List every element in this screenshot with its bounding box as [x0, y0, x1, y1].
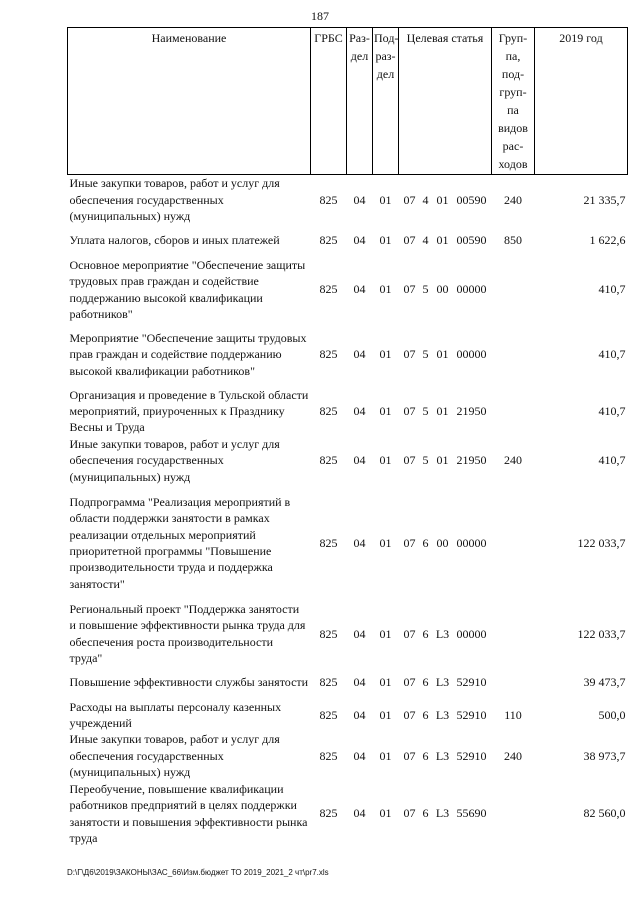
row-sum-2019: 410,7	[598, 282, 626, 297]
row-vid-rashodov	[492, 257, 535, 323]
table-row	[68, 323, 628, 387]
row-vid-rashodov: 850	[504, 233, 522, 248]
table-row	[68, 699, 628, 732]
celevaya-part: 01	[436, 347, 449, 362]
row-podrazdel: 01	[379, 707, 392, 722]
celevaya-part: 6	[422, 626, 429, 641]
celevaya-part: 5	[422, 453, 429, 468]
row-podrazdel: 01	[379, 233, 392, 248]
row-celevaya-statya	[399, 731, 492, 780]
celevaya-part: 6	[422, 748, 429, 763]
row-vid-rashodov	[492, 781, 535, 847]
table-header-row	[68, 28, 628, 175]
row-celevaya-statya	[399, 175, 492, 225]
row-sum-2019: 410,7	[598, 347, 626, 362]
row-sum-2019: 500,0	[598, 707, 626, 722]
celevaya-part: 00590	[456, 233, 487, 248]
row-vid-rashodov	[492, 601, 535, 667]
row-vid-rashodov: 240	[504, 192, 522, 207]
row-podrazdel: 01	[379, 403, 392, 418]
celevaya-part: 21950	[456, 403, 487, 418]
celevaya-part: 5	[422, 403, 429, 418]
header-name: Наименование	[68, 28, 311, 175]
row-vid-rashodov	[492, 485, 535, 601]
table-row	[68, 667, 628, 699]
celevaya-part: 00000	[456, 626, 487, 641]
row-razdel: 04	[353, 403, 366, 418]
celevaya-part: L3	[435, 626, 450, 641]
row-podrazdel: 01	[379, 192, 392, 207]
row-celevaya-statya	[399, 781, 492, 847]
row-grbs: 825	[319, 192, 338, 207]
celevaya-part: 07	[403, 675, 416, 690]
header-podrazdel: Под- раз- дел	[373, 28, 399, 175]
celevaya-part: 00000	[456, 282, 487, 297]
celevaya-part: 52910	[456, 748, 487, 763]
table-row	[68, 225, 628, 257]
row-name: Переобучение, повышение квалификации работников предприятий в целях поддержки занятости и повышения эффективности рынка труда	[69, 781, 308, 845]
row-podrazdel: 01	[379, 626, 392, 641]
row-vid-rashodov	[492, 387, 535, 436]
row-grbs: 825	[319, 806, 338, 821]
file-path-footer: D:\Г\Д6\2019\ЗАКОНЫ\ЗАС_66\Изм.бюджет ТО 2019_2021_2 чт\pr7.xls	[67, 868, 329, 877]
celevaya-part: 07	[403, 403, 416, 418]
celevaya-part: L3	[435, 675, 450, 690]
row-name: Мероприятие "Обеспечение защиты трудовых прав граждан и содействие поддержанию высокой квалификации работников"	[69, 330, 307, 378]
celevaya-part: 01	[436, 233, 449, 248]
celevaya-part: 52910	[456, 707, 487, 722]
row-grbs: 825	[319, 535, 338, 550]
table-row	[68, 781, 628, 847]
row-sum-2019: 122 033,7	[577, 626, 626, 641]
row-sum-2019: 38 973,7	[583, 748, 626, 763]
table-row	[68, 175, 628, 225]
celevaya-part: 07	[403, 806, 416, 821]
celevaya-part: 52910	[456, 675, 487, 690]
celevaya-part: 6	[422, 806, 429, 821]
row-name: Организация и проведение в Тульской области мероприятий, приуроченных к Празднику Весны и Труда	[69, 387, 309, 435]
row-podrazdel: 01	[379, 806, 392, 821]
row-celevaya-statya	[399, 485, 492, 601]
celevaya-part: 07	[403, 282, 416, 297]
celevaya-part: L3	[435, 707, 450, 722]
row-celevaya-statya	[399, 225, 492, 257]
row-sum-2019: 1 622,6	[589, 233, 626, 248]
row-celevaya-statya	[399, 323, 492, 387]
celevaya-part: 6	[422, 675, 429, 690]
row-vid-rashodov: 240	[504, 748, 522, 763]
row-podrazdel: 01	[379, 535, 392, 550]
row-celevaya-statya	[399, 699, 492, 732]
table-row	[68, 485, 628, 601]
row-grbs: 825	[319, 453, 338, 468]
row-razdel: 04	[353, 535, 366, 550]
celevaya-part: 55690	[456, 806, 487, 821]
row-podrazdel: 01	[379, 675, 392, 690]
celevaya-part: 4	[422, 233, 429, 248]
table-row	[68, 436, 628, 485]
row-sum-2019: 39 473,7	[583, 675, 626, 690]
celevaya-part: L3	[435, 806, 450, 821]
row-razdel: 04	[353, 192, 366, 207]
row-grbs: 825	[319, 626, 338, 641]
row-podrazdel: 01	[379, 748, 392, 763]
row-grbs: 825	[319, 403, 338, 418]
row-name: Иные закупки товаров, работ и услуг для обеспечения государственных (муниципальных) нужд	[69, 732, 280, 780]
page-number: 187	[311, 9, 329, 23]
row-vid-rashodov: 110	[504, 707, 522, 722]
row-sum-2019: 410,7	[598, 403, 626, 418]
row-razdel: 04	[353, 347, 366, 362]
row-razdel: 04	[353, 748, 366, 763]
row-vid-rashodov	[492, 323, 535, 387]
row-podrazdel: 01	[379, 282, 392, 297]
row-razdel: 04	[353, 675, 366, 690]
celevaya-part: 6	[422, 535, 429, 550]
celevaya-part: 01	[436, 192, 449, 207]
row-razdel: 04	[353, 282, 366, 297]
row-name: Подпрограмма "Реализация мероприятий в области поддержки занятости в рамках реализации отдельных мероприятий приоритетной программы "Повышение производительности труда и поддержка занятости"	[69, 494, 291, 591]
celevaya-part: 07	[403, 748, 416, 763]
header-grbs: ГРБС	[311, 28, 347, 175]
row-name: Расходы на выплаты персоналу казенных учреждений	[69, 699, 282, 730]
row-razdel: 04	[353, 806, 366, 821]
row-celevaya-statya	[399, 436, 492, 485]
celevaya-part: 07	[403, 347, 416, 362]
header-razdel: Раз- дел	[347, 28, 373, 175]
row-grbs: 825	[319, 748, 338, 763]
row-sum-2019: 82 560,0	[583, 806, 626, 821]
row-razdel: 04	[353, 453, 366, 468]
celevaya-part: 00	[436, 535, 449, 550]
row-name: Уплата налогов, сборов и иных платежей	[69, 233, 280, 248]
celevaya-part: 5	[422, 347, 429, 362]
table-row	[68, 731, 628, 780]
celevaya-part: 00000	[456, 347, 487, 362]
row-celevaya-statya	[399, 387, 492, 436]
row-name: Повышение эффективности службы занятости	[69, 675, 309, 690]
row-grbs: 825	[319, 707, 338, 722]
celevaya-part: 07	[403, 453, 416, 468]
celevaya-part: 01	[436, 453, 449, 468]
header-year: 2019 год	[535, 28, 628, 175]
budget-table	[67, 27, 628, 847]
row-celevaya-statya	[399, 667, 492, 699]
celevaya-part: 07	[403, 707, 416, 722]
celevaya-part: 07	[403, 626, 416, 641]
row-grbs: 825	[319, 233, 338, 248]
table-row	[68, 257, 628, 323]
row-sum-2019: 410,7	[598, 453, 626, 468]
celevaya-part: 07	[403, 192, 416, 207]
celevaya-part: 5	[422, 282, 429, 297]
row-razdel: 04	[353, 626, 366, 641]
celevaya-part: 21950	[456, 453, 487, 468]
row-podrazdel: 01	[379, 347, 392, 362]
table-row	[68, 387, 628, 436]
row-podrazdel: 01	[379, 453, 392, 468]
row-celevaya-statya	[399, 601, 492, 667]
header-celevaya-statya: Целевая статья	[399, 28, 492, 175]
celevaya-part: 00000	[456, 535, 487, 550]
celevaya-part: L3	[435, 748, 450, 763]
row-sum-2019: 21 335,7	[583, 192, 626, 207]
row-name: Региональный проект "Поддержка занятости и повышение эффективности рынка труда для обеспечения роста производительности труда"	[69, 601, 306, 666]
celevaya-part: 00	[436, 282, 449, 297]
row-razdel: 04	[353, 707, 366, 722]
row-sum-2019: 122 033,7	[577, 535, 626, 550]
row-name: Иные закупки товаров, работ и услуг для обеспечения государственных (муниципальных) нужд	[69, 176, 280, 223]
row-name: Иные закупки товаров, работ и услуг для обеспечения государственных (муниципальных) нужд	[69, 436, 280, 484]
row-grbs: 825	[319, 675, 338, 690]
row-razdel: 04	[353, 233, 366, 248]
row-vid-rashodov: 240	[504, 453, 522, 468]
row-name: Основное мероприятие "Обеспечение защиты трудовых прав граждан и содействие поддержанию высокой квалификации работников"	[69, 257, 306, 321]
celevaya-part: 07	[403, 233, 416, 248]
row-celevaya-statya	[399, 257, 492, 323]
table-row	[68, 601, 628, 667]
celevaya-part: 01	[436, 403, 449, 418]
celevaya-part: 00590	[456, 192, 487, 207]
row-grbs: 825	[319, 282, 338, 297]
header-gruppa: Груп- па, под- груп- па видов рас- ходов	[492, 28, 535, 175]
row-grbs: 825	[319, 347, 338, 362]
celevaya-part: 07	[403, 535, 416, 550]
row-vid-rashodov	[492, 667, 535, 699]
celevaya-part: 6	[422, 707, 429, 722]
celevaya-part: 4	[422, 192, 429, 207]
